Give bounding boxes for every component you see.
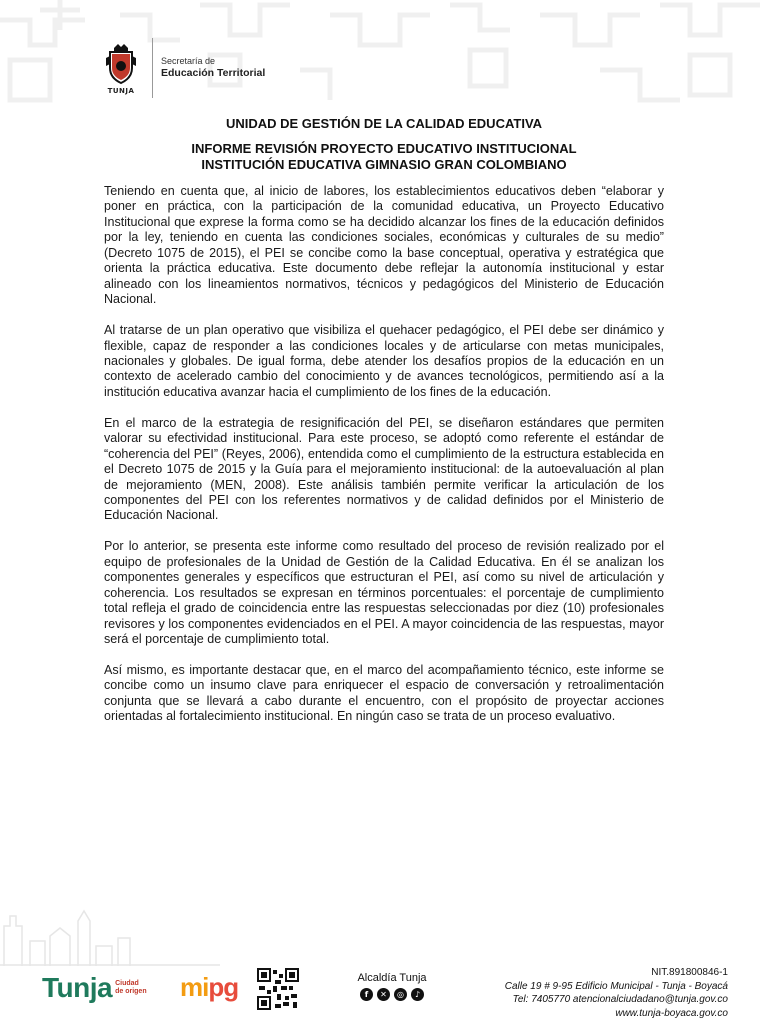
mipg-logo-part-2: pg [208, 972, 239, 1002]
paragraph: Por lo anterior, se presenta este informe como resultado del proceso de revisión realizado por el equipo de profesionales de la Unidad de Gestión de la Calidad Educativa. En él se analizan los componentes generales y específicos que estructuran el PEI, así como su nivel de articulación y coherencia. Los resultados se expresan en términos porcentuales: el porcentaje de cumplimiento total refleja el grado de coincidencia entre las respuestas seleccionadas por diez (10) profesionales revisores y los componentes evidenciados en el PEI. A mayor coincidencia de las respuestas, mayor será el porcentaje de cumplimiento total. [104, 539, 664, 647]
page-footer [0, 962, 768, 1024]
document-body [104, 184, 664, 740]
facebook-icon[interactable]: f [360, 988, 373, 1001]
qr-code-icon[interactable] [257, 968, 299, 1010]
unit-title: UNIDAD DE GESTIÓN DE LA CALIDAD EDUCATIVA [225, 116, 543, 131]
city-skyline-graphic [0, 896, 220, 966]
report-title: INFORME REVISIÓN PROYECTO EDUCATIVO INSTITUCIONAL [191, 141, 577, 156]
nit-number: NIT.891800846-1 [651, 967, 728, 978]
instagram-icon[interactable]: ◎ [394, 988, 407, 1001]
website-link[interactable]: www.tunja-boyaca.gov.co [615, 1007, 728, 1019]
institution-title: INSTITUCIÓN EDUCATIVA GIMNASIO GRAN COLOMBIANO [201, 157, 567, 172]
address: Calle 19 # 9-95 Edificio Municipal - Tunja - Boyacá [504, 980, 728, 992]
tunja-logo-word: Tunja [42, 972, 113, 1003]
paragraph: Teniendo en cuenta que, al inicio de labores, los establecimientos educativos deben “elaborar y poner en práctica, con la participación de la comunidad educativa, un Proyecto Educativo Institucional que exprese la forma como se ha decidido alcanzar los fines de la educación definidos por la ley, teniendo en cuenta las condiciones sociales, económicas y culturales de su medio” (Decreto 1075 de 2015), el PEI se concibe como la base conceptual, operativa y estratégica que orienta la práctica educativa. Este documento debe reflejar la autonomía institucional y estar alineado con los lineamientos normativos, técnicos y pedagógicos del Ministerio de Educación Nacional. [104, 184, 664, 307]
tunja-brand-logo [42, 972, 147, 1004]
department-line-2: Educación Territorial [161, 67, 266, 80]
paragraph: Así mismo, es importante destacar que, en el marco del acompañamiento técnico, este informe se concibe como un insumo clave para enriquecer el espacio de conversación y retroalimentación conjunta que se llevará a cabo durante el encuentro, con el propósito de proyectar acciones orientadas al fortalecimiento institucional. En ningún caso se trata de un proceso evaluativo. [104, 662, 664, 724]
header-divider [152, 38, 153, 98]
crest-city-label: TUNJA [107, 86, 135, 95]
paragraph: En el marco de la estrategia de resignificación del PEI, se diseñaron estándares que permiten valorar su efectividad institucional. Para este proceso, se adoptó como referente el estándar de “coherencia del PEI” (Reyes, 2006), entendida como el cumplimiento de la estructura establecida en el Decreto 1075 de 2015 y la Guía para el mejoramiento institucional: de la autoevaluación al plan de mejoramiento (MEN, 2008). Este análisis también permite verificar la articulación de los componentes del PEI con los referentes normativos y de calidad definidos por el Ministerio de Educación Nacional. [104, 415, 664, 523]
phone-email: Tel: 7405770 atencionalciudadano@tunja.gov.co [512, 994, 728, 1005]
alcaldia-social-block [356, 972, 428, 1001]
social-icons [356, 988, 428, 1001]
institution-header [98, 38, 265, 98]
contact-info [505, 966, 728, 1020]
crest-icon [104, 42, 138, 86]
tunja-tagline [115, 980, 147, 996]
tiktok-icon[interactable]: ♪ [411, 988, 424, 1001]
x-icon[interactable]: ✕ [377, 988, 390, 1001]
tunja-tagline-line-1: Ciudad [115, 980, 139, 987]
mipg-logo-part-1: mi [180, 972, 209, 1002]
paragraph: Al tratarse de un plan operativo que visibiliza el quehacer pedagógico, el PEI debe ser dinámico y flexible, capaz de responder a las condiciones locales y de articularse con metas municipales, nacionales y globales. De igual forma, debe atender los desafíos propios de la educación en un contexto de acelerado cambio del conocimiento y de avances tecnológicos, permitiendo así a la institución educativa avanzar hacia el cumplimiento de los fines de la educación. [104, 323, 664, 399]
mipg-logo [180, 972, 238, 1003]
tunja-tagline-line-2: de origen [115, 988, 147, 995]
city-crest-logo [98, 42, 144, 95]
alcaldia-label: Alcaldía Tunja [357, 972, 427, 984]
department-name [161, 56, 265, 80]
department-line-1: Secretaría de [161, 55, 216, 66]
